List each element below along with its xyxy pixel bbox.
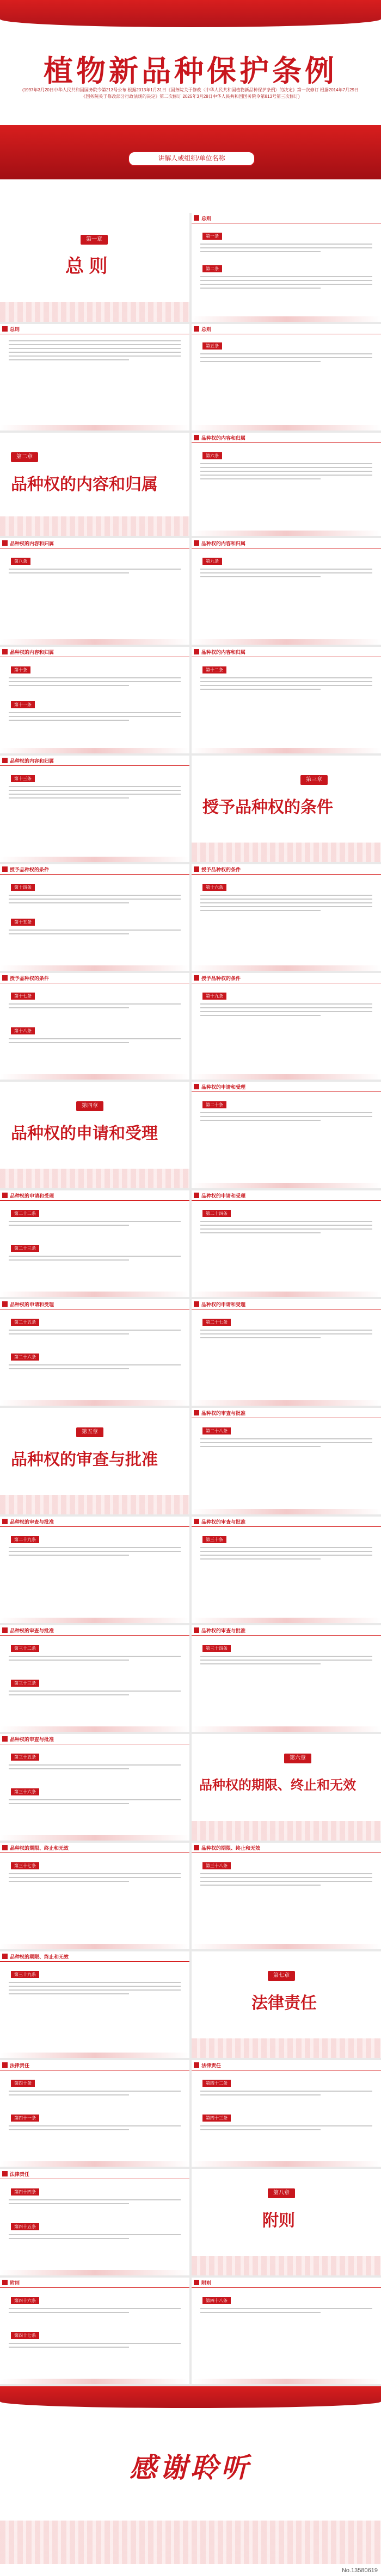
header-title: 附则 bbox=[201, 2280, 212, 2286]
slide-tiaojian-4 bbox=[192, 973, 381, 1080]
header-title: 法律责任 bbox=[201, 2063, 222, 2068]
header-title: 品种权的申请和受理 bbox=[201, 1193, 246, 1199]
slide-shencha-4 bbox=[0, 1625, 189, 1732]
closing-title: 感谢聆听 bbox=[130, 2453, 251, 2483]
article-tag: 第十七条 bbox=[11, 993, 35, 1000]
article-tag: 第三十六条 bbox=[11, 1788, 39, 1795]
article-tag: 第二十六条 bbox=[11, 1354, 39, 1361]
slide-shencha-5 bbox=[192, 1625, 381, 1732]
chapter1-label: 第一章 bbox=[81, 235, 108, 245]
header-title: 品种权的申请和受理 bbox=[10, 1302, 54, 1307]
slide-zongze-3 bbox=[192, 324, 381, 431]
header-title: 附则 bbox=[10, 2280, 20, 2286]
article-tag: 第四十一条 bbox=[11, 2115, 39, 2122]
slide-shenqing-2 bbox=[0, 1190, 189, 1297]
article-tag: 第十一条 bbox=[11, 701, 35, 708]
watermark-strip bbox=[0, 2564, 381, 2576]
chapter1-title: 总 则 bbox=[65, 256, 108, 277]
article-tag: 第二十八条 bbox=[202, 1427, 231, 1434]
slide-neirong-2 bbox=[0, 538, 189, 645]
slide-shencha-3 bbox=[192, 1517, 381, 1623]
slide-tiaojian-1 bbox=[0, 864, 189, 971]
article-tag: 第二十七条 bbox=[202, 1319, 231, 1326]
article-tag: 第三十四条 bbox=[202, 1645, 231, 1652]
chapter6-title: 品种权的期限、终止和无效 bbox=[199, 1778, 356, 1793]
header-title: 品种权的期限、终止和无效 bbox=[10, 1954, 69, 1960]
header-title: 品种权的审查与批准 bbox=[10, 1737, 54, 1742]
chapter5-slide bbox=[0, 1408, 189, 1514]
article-tag: 第四十二条 bbox=[202, 2080, 231, 2087]
slide-qixian-3 bbox=[0, 1951, 189, 2058]
header-title: 品种权的内容和归属 bbox=[10, 541, 54, 546]
chapter7-title: 法律责任 bbox=[251, 1994, 317, 2012]
chapter4-label: 第四章 bbox=[76, 1101, 103, 1111]
slide-shenqing-5 bbox=[192, 1299, 381, 1406]
article-text bbox=[200, 276, 372, 291]
slide-zongze-1 bbox=[192, 213, 381, 322]
header-title: 品种权的申请和受理 bbox=[10, 1193, 54, 1199]
cover-slide bbox=[0, 0, 381, 213]
watermark-id: No.13580619 bbox=[341, 2567, 378, 2574]
header-title: 总则 bbox=[201, 327, 212, 332]
header-title: 品种权的内容和归属 bbox=[10, 650, 54, 655]
slide-shenqing-4 bbox=[0, 1299, 189, 1406]
chapter2-label: 第二章 bbox=[11, 452, 38, 462]
chapter7-label: 第七章 bbox=[268, 1971, 295, 1981]
chapter3-title: 授予品种权的条件 bbox=[202, 799, 333, 816]
slide-shencha-1 bbox=[192, 1408, 381, 1514]
chapter6-slide bbox=[192, 1734, 381, 1841]
header-title: 授予品种权的条件 bbox=[10, 867, 50, 872]
skyline-decoration bbox=[0, 302, 189, 322]
article-tag: 第十四条 bbox=[11, 884, 35, 891]
article-tag: 第四十五条 bbox=[11, 2223, 39, 2230]
slide-neirong-4 bbox=[0, 647, 189, 753]
slide-header bbox=[192, 213, 381, 223]
presenter-banner: 讲解人或组织/单位名称 bbox=[128, 151, 255, 166]
chapter8-label: 第八章 bbox=[268, 2188, 295, 2198]
article-tag: 第五条 bbox=[202, 342, 222, 350]
slide-fuze-1 bbox=[0, 2278, 189, 2384]
cover-ribbon bbox=[0, 0, 381, 27]
cover-subtitle: (1997年3月20日中华人民共和国国务院令第213号公布 根据2013年1月31日《国务院关于修改〈中华人民共和国植物新品种保护条例〉的决定》第一次修订 根据2014年7月29日《国务院关于修改部分行政法规的决定》第二次修订 2025年3月28日中华人民共和国国务院令第813号第三次修订) bbox=[22, 88, 359, 99]
article-tag: 第四十三条 bbox=[202, 2115, 231, 2122]
slide-qixian-1 bbox=[0, 1843, 189, 1949]
article-tag: 第二十条 bbox=[202, 1101, 226, 1108]
header-title: 总则 bbox=[10, 327, 20, 332]
header-title: 品种权的申请和受理 bbox=[201, 1084, 246, 1090]
cover-title: 植物新品种保护条例 bbox=[44, 55, 337, 88]
article-tag: 第四十四条 bbox=[11, 2188, 39, 2195]
article-tag: 第二十四条 bbox=[202, 1210, 231, 1217]
header-title: 品种权的审查与批准 bbox=[201, 1411, 246, 1416]
article-tag: 第二十九条 bbox=[11, 1536, 39, 1543]
slide-shencha-6 bbox=[0, 1734, 189, 1841]
header-title: 品种权的审查与批准 bbox=[10, 1519, 54, 1525]
article-tag: 第三十七条 bbox=[11, 1862, 39, 1869]
slide-shenqing-1 bbox=[192, 1082, 381, 1188]
header-title: 法律责任 bbox=[10, 2063, 30, 2068]
slide-falv-2 bbox=[192, 2060, 381, 2167]
header-title: 法律责任 bbox=[10, 2172, 30, 2177]
chapter3-slide bbox=[192, 756, 381, 862]
slide-tiaojian-3 bbox=[0, 973, 189, 1080]
slide-tiaojian-2 bbox=[192, 864, 381, 971]
header-title: 品种权的审查与批准 bbox=[201, 1519, 246, 1525]
slide-falv-3 bbox=[0, 2169, 189, 2275]
article-tag: 第十二条 bbox=[202, 666, 226, 673]
article-tag: 第九条 bbox=[202, 558, 222, 565]
chapter4-title: 品种权的申请和受理 bbox=[11, 1125, 158, 1143]
article-tag: 第一条 bbox=[202, 233, 222, 240]
article-tag: 第四十八条 bbox=[202, 2297, 231, 2304]
article-tag: 第四十七条 bbox=[11, 2332, 39, 2339]
article-tag: 第二十二条 bbox=[11, 1210, 39, 1217]
chapter2-title: 品种权的内容和归属 bbox=[11, 476, 158, 494]
header-title: 授予品种权的条件 bbox=[10, 976, 50, 981]
chapter5-label: 第五章 bbox=[76, 1427, 103, 1437]
chapter5-title: 品种权的审查与批准 bbox=[11, 1451, 158, 1469]
chapter2-slide bbox=[0, 433, 189, 536]
chapter3-label: 第三章 bbox=[300, 775, 328, 785]
article-tag: 第十五条 bbox=[11, 919, 35, 926]
header-title: 品种权的内容和归属 bbox=[201, 650, 246, 655]
chapter6-label: 第六章 bbox=[284, 1754, 311, 1763]
article-text bbox=[9, 340, 181, 363]
header-title: 授予品种权的条件 bbox=[201, 867, 241, 872]
article-text bbox=[200, 244, 372, 255]
slide-zongze-2 bbox=[0, 324, 189, 431]
slide-qixian-2 bbox=[192, 1843, 381, 1949]
header-title: 总则 bbox=[201, 216, 212, 221]
article-tag: 第三十九条 bbox=[11, 1971, 39, 1978]
article-tag: 第四十六条 bbox=[11, 2297, 39, 2304]
header-title: 品种权的期限、终止和无效 bbox=[10, 1845, 69, 1851]
article-tag: 第二十五条 bbox=[11, 1319, 39, 1326]
header-title: 品种权的审查与批准 bbox=[10, 1628, 54, 1633]
header-title: 品种权的内容和归属 bbox=[201, 435, 246, 441]
slide-neirong-5 bbox=[192, 647, 381, 753]
article-tag: 第十条 bbox=[11, 666, 30, 673]
article-tag: 第二条 bbox=[202, 265, 222, 272]
slide-shencha-2 bbox=[0, 1517, 189, 1623]
slide-shenqing-3 bbox=[192, 1190, 381, 1297]
chapter4-slide bbox=[0, 1082, 189, 1188]
article-tag: 第十八条 bbox=[11, 1027, 35, 1034]
slide-neirong-6 bbox=[0, 756, 189, 862]
header-title: 品种权的审查与批准 bbox=[201, 1628, 246, 1633]
article-tag: 第四十条 bbox=[11, 2080, 35, 2087]
header-title: 品种权的申请和受理 bbox=[201, 1302, 246, 1307]
chapter8-title: 附则 bbox=[262, 2212, 295, 2230]
article-tag: 第十三条 bbox=[11, 775, 35, 782]
chapter7-slide bbox=[192, 1951, 381, 2058]
article-tag: 第八条 bbox=[11, 558, 30, 565]
header-title: 品种权的内容和归属 bbox=[201, 541, 246, 546]
slide-neirong-1 bbox=[192, 433, 381, 536]
header-title: 品种权的内容和归属 bbox=[10, 758, 54, 764]
article-tag: 第三十五条 bbox=[11, 1754, 39, 1761]
slide-fuze-2 bbox=[192, 2278, 381, 2384]
chapter1-slide bbox=[0, 213, 189, 322]
header-title: 授予品种权的条件 bbox=[201, 976, 241, 981]
article-tag: 第十六条 bbox=[202, 884, 226, 891]
closing-slide bbox=[0, 2386, 381, 2576]
article-tag: 第六条 bbox=[202, 452, 222, 459]
article-tag: 第十九条 bbox=[202, 993, 226, 1000]
article-text bbox=[200, 353, 372, 365]
chapter8-slide bbox=[192, 2169, 381, 2275]
slide-falv-1 bbox=[0, 2060, 189, 2167]
header-title: 品种权的期限、终止和无效 bbox=[201, 1845, 261, 1851]
slide-neirong-3 bbox=[192, 538, 381, 645]
article-tag: 第三十三条 bbox=[11, 1680, 39, 1687]
article-tag: 第二十三条 bbox=[11, 1245, 39, 1252]
article-tag: 第三十八条 bbox=[202, 1862, 231, 1869]
article-tag: 第三十二条 bbox=[11, 1645, 39, 1652]
article-tag: 第三十条 bbox=[202, 1536, 226, 1543]
